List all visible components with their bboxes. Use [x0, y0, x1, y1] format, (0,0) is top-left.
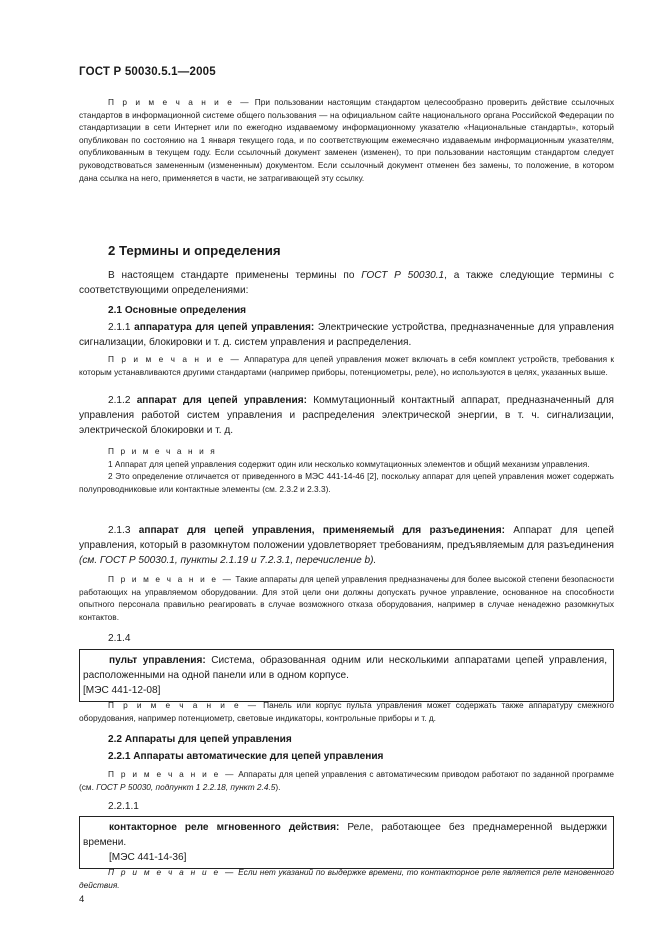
term-2-1-2	[79, 393, 614, 438]
note-text: Аппараты для цепей управления с автоматическим приводом работают по заданной программе (см.	[79, 769, 615, 792]
note-2-1-4	[79, 699, 614, 724]
note-label: П р и м е ч а н и е —	[108, 700, 259, 710]
term-source: [МЭС 441-12-08]	[83, 685, 161, 696]
term-number: 2.1.2	[108, 395, 131, 406]
term-box-2-2-1-1	[79, 816, 614, 869]
note-text: Аппаратура для цепей управления может включать в себя комплект устройств, требования к которым устанавливаются другими стандартами (например приборы, потенциометры, реле), но используются в целях, указанных выше.	[79, 354, 614, 377]
note-label: П р и м е ч а н и е —	[108, 97, 251, 107]
note-2-1-1	[79, 353, 614, 378]
note-label: П р и м е ч а н и е —	[108, 769, 236, 779]
term-name: аппарат для цепей управления:	[136, 395, 307, 406]
term-source: [МЭС 441-14-36]	[109, 852, 187, 863]
note-label: П р и м е ч а н и е —	[108, 867, 236, 877]
notes-label: П р и м е ч а н и я	[108, 446, 217, 456]
subsection-2-2: 2.2 Аппараты для цепей управления	[108, 734, 292, 745]
note-2-2-1	[79, 768, 614, 793]
intro-text: В настоящем стандарте применены термины по	[108, 270, 362, 281]
term-number: 2.1.1	[108, 322, 131, 333]
term-definition: Аппарат для цепей управления, который в разомкнутом положении удовлетворяет требованиям, предъявляемым для разъединения	[79, 525, 614, 551]
term-name: аппаратура для цепей управления:	[134, 322, 315, 333]
note-item-2: 2 Это определение отличается от приведенного в МЭС 441-14-46 [2], поскольку аппарат для цепей управления может содержать полупроводниковые или контактные элементы (см. 2.3.2 и 2.3.3).	[79, 471, 614, 494]
notes-2-1-2	[79, 445, 614, 495]
term-box-2-1-4	[79, 649, 614, 702]
note-ref: ГОСТ Р 50030, подпункт 1 2.2.18, пункт 2.4.5	[96, 781, 276, 792]
term-definition: Реле, работающее без преднамеренной выдержки времени.	[83, 822, 607, 848]
term-number: 2.1.3	[108, 525, 131, 536]
term-number-2-1-4: 2.1.4	[108, 633, 131, 644]
term-number-2-2-1-1: 2.2.1.1	[108, 801, 139, 812]
term-2-1-1	[79, 320, 614, 350]
section-intro	[79, 268, 614, 298]
intro-ref: ГОСТ Р 50030.1	[361, 270, 445, 281]
note-text: При пользовании настоящим стандартом целесообразно проверить действие ссылочных стандартов в информационной системе общего пользования — на официальном сайте национального органа Российской Федерации по стандартизации в сети Интернет или по ежегодно издаваемому информационному указателю «Национальные стандарты», который опубликован по состоянию на 1 января текущего года, и по соответствующим ежемесячно издаваемым информационным указателям, опубликованным в текущем году. Если ссылочный документ заменен (изменен), то при пользовании настоящим стандартом следует руководствоваться замененным (измененным) документом. Если ссылочный документ отменен без замены, то положение, в котором дана ссылка на него, применяется в части, не затрагивающей эту ссылку.	[79, 97, 614, 183]
subsection-2-2-1: 2.2.1 Аппараты автоматические для цепей управления	[108, 751, 384, 762]
term-ref: (см. ГОСТ Р 50030.1, пункты 2.1.19 и 7.2.3.1, перечисление b).	[79, 555, 377, 566]
note-label: П р и м е ч а н и е —	[108, 574, 233, 584]
term-definition: Электрические устройства, предназначенные для управления сигнализации, блокировки и т. д. систем управления и распределения.	[79, 322, 614, 348]
intro-text-end: , а также следующие термины с соответствующими определениями:	[79, 270, 614, 296]
note-text-end: ).	[275, 781, 281, 792]
note-text: Панель или корпус пульта управления может содержать также аппаратуру смежного оборудования, например потенциометр, световые индикаторы, контрольные приборы и т. д.	[79, 700, 615, 723]
term-2-1-3	[79, 523, 614, 568]
section-title: 2 Термины и определения	[108, 243, 281, 258]
note-label: П р и м е ч а н и е —	[108, 354, 241, 364]
page-header: ГОСТ Р 50030.5.1—2005	[79, 66, 216, 78]
note-item-1: 1 Аппарат для цепей управления содержит один или несколько коммутационных элементов и общий механизм управления.	[108, 458, 590, 469]
term-name: пульт управления:	[109, 655, 206, 666]
page-number: 4	[79, 894, 85, 905]
term-definition: Коммутационный контактный аппарат, предназначенный для управления работой систем управления и распределения электрической энергии, в т. ч. сигнализации, электрической блокировки и т. д.	[79, 395, 614, 436]
term-name: аппарат для цепей управления, применяемый для разъединения:	[138, 525, 505, 536]
term-name: контакторное реле мгновенного действия:	[109, 822, 340, 833]
note-text: Такие аппараты для цепей управления предназначены для более высокой степени безопасности работающих на управляемом оборудовании. Для этой цели они должны допускать ручное управление, основанное на способности опытного персонала правильно реагировать в случае возможного отказа оборудования, например в случае ненадежно разомкнутых контактов.	[79, 574, 615, 622]
note-2-2-1-1	[79, 866, 614, 891]
note-text: Если нет указаний по выдержке времени, то контакторное реле является реле мгновенного действия.	[79, 867, 614, 890]
note-2-1-3	[79, 573, 614, 623]
term-definition: Система, образованная одним или несколькими аппаратами цепей управления, расположенными на одной панели или в одном корпусе.	[83, 655, 608, 681]
intro-note	[79, 96, 614, 184]
subsection-2-1: 2.1 Основные определения	[108, 305, 247, 316]
